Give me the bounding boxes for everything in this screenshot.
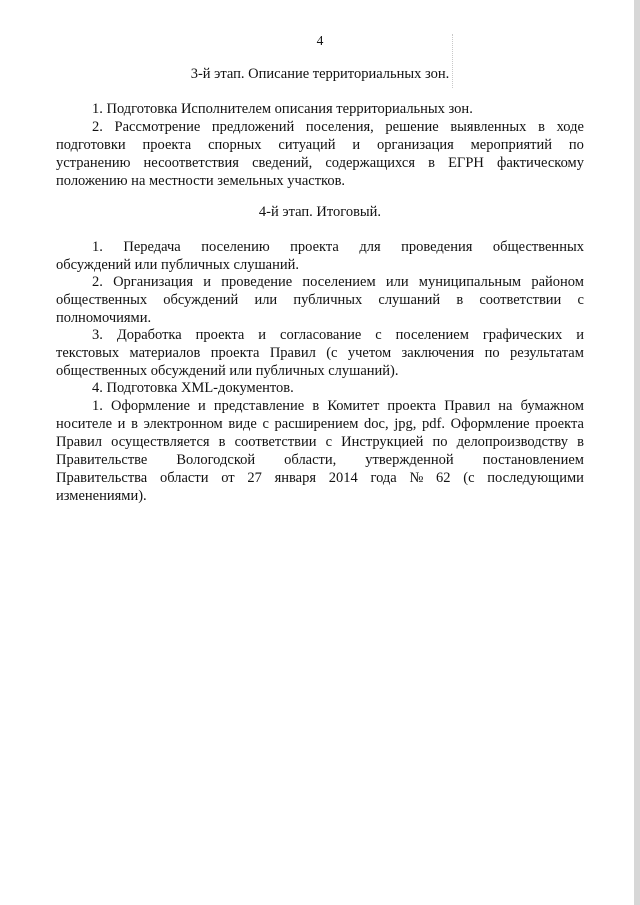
word: на	[498, 398, 513, 414]
word: Инструкцией	[341, 434, 424, 450]
word: проведение	[221, 274, 293, 290]
word: утвержденной	[365, 452, 454, 468]
word: материалов	[129, 345, 201, 361]
word: содержащихся	[325, 155, 415, 171]
word: решение	[385, 119, 439, 135]
word: результатам	[510, 345, 584, 361]
word: с	[325, 434, 333, 450]
word: Доработка	[116, 327, 182, 343]
word: выявленных	[450, 119, 527, 135]
word: и	[576, 327, 584, 343]
stage4-item5-line5	[56, 469, 584, 487]
word: подготовки	[56, 137, 126, 153]
stage3-heading: 3-й этап. Описание территориальных зон.	[190, 66, 450, 82]
word: или	[385, 274, 409, 290]
word: в	[538, 119, 545, 135]
word: (с	[463, 470, 475, 486]
word: бумажном	[520, 398, 584, 414]
word: с	[577, 292, 584, 308]
word: 3.	[92, 327, 103, 343]
word: 2014	[328, 470, 358, 486]
word: в	[456, 292, 464, 308]
word: несоответствия	[143, 155, 239, 171]
stage4-item3-line2	[56, 344, 584, 362]
word: организация	[377, 137, 454, 153]
stage3-item2-line2	[56, 136, 584, 154]
word: и	[198, 398, 206, 414]
word: поселением	[395, 327, 469, 343]
word: соответствии	[479, 292, 562, 308]
stage4-item3-line3: общественных обсуждений или публичных слушаний).	[56, 363, 399, 379]
word: районом	[531, 274, 584, 290]
word: проекта	[535, 416, 584, 432]
word: в	[312, 398, 320, 414]
word: последующими	[487, 470, 584, 486]
word: Оформление	[450, 416, 530, 432]
word: ходе	[556, 119, 584, 135]
word: Комитет	[327, 398, 380, 414]
word: в	[428, 155, 435, 171]
word: ситуаций	[278, 137, 336, 153]
word: графических	[482, 327, 563, 343]
stage4-item3-line1	[92, 326, 584, 344]
word: 1.	[92, 239, 103, 255]
word: электронном	[143, 416, 223, 432]
word: публичных	[293, 292, 363, 308]
word: общественных	[492, 239, 584, 255]
stage4-item4: 4. Подготовка XML-документов.	[92, 380, 294, 396]
word: года	[370, 470, 397, 486]
word: представление	[213, 398, 305, 414]
word: 2.	[92, 119, 103, 135]
word: pdf.	[422, 416, 445, 432]
word: виде	[228, 416, 257, 432]
word: согласование	[280, 327, 362, 343]
word: поселением	[302, 274, 376, 290]
word: сведений,	[252, 155, 313, 171]
word: общественных	[56, 292, 148, 308]
word: по	[568, 137, 584, 153]
stage4-item2-line2	[56, 291, 584, 309]
word: 62	[436, 470, 451, 486]
word: носителе	[56, 416, 113, 432]
stage4-item5-line6: изменениями).	[56, 488, 147, 504]
stage4-item1-line1	[92, 238, 584, 256]
word: текстовых	[56, 345, 120, 361]
word: Организация	[113, 274, 194, 290]
stage4-item5-line4	[56, 451, 584, 469]
scan-edge-shadow	[634, 0, 640, 905]
word: (с	[326, 345, 338, 361]
stage3-item2-line3	[56, 154, 584, 172]
word: заключения	[401, 345, 475, 361]
word: постановлением	[482, 452, 584, 468]
word: и	[352, 137, 361, 153]
stage4-heading: 4-й этап. Итоговый.	[258, 204, 382, 220]
word: с	[262, 416, 269, 432]
word: в	[577, 434, 584, 450]
stage4-item1-line2: обсуждений или публичных слушаний.	[56, 257, 299, 273]
word: 2.	[92, 274, 103, 290]
word: или	[254, 292, 278, 308]
word: января	[274, 470, 317, 486]
word: doc,	[364, 416, 389, 432]
word: Правительстве	[56, 452, 148, 468]
page-number: 4	[316, 33, 324, 48]
word: области,	[284, 452, 337, 468]
word: в	[131, 416, 138, 432]
word: 27	[247, 470, 262, 486]
word: Правительства	[56, 470, 148, 486]
word: jpg,	[394, 416, 417, 432]
word: муниципальным	[418, 274, 522, 290]
word: Правил	[269, 345, 316, 361]
stage3-item2-line1	[92, 118, 584, 136]
word: №	[409, 470, 424, 486]
word: Передача	[123, 239, 181, 255]
word: Правил	[56, 434, 102, 450]
word: Вологодской	[176, 452, 256, 468]
word: поселению	[201, 239, 270, 255]
word: Рассмотрение	[114, 119, 201, 135]
stage4-item2-line1	[92, 273, 584, 291]
word: осуществляется	[111, 434, 210, 450]
stage4-item2-line3: полномочиями.	[56, 310, 152, 326]
word: ЕГРН	[448, 155, 484, 171]
word: проекта	[142, 137, 192, 153]
stage3-item2-line4: положению на местности земельных участков.	[56, 173, 346, 189]
word: обсуждений	[163, 292, 239, 308]
word: учетом	[347, 345, 392, 361]
word: Правил	[444, 398, 491, 414]
stage4-item5-line2	[56, 415, 584, 433]
word: от	[221, 470, 235, 486]
word: устранению	[56, 155, 131, 171]
word: и	[258, 327, 267, 343]
word: области	[159, 470, 209, 486]
word: проекта	[290, 239, 339, 255]
stage3-item1: 1. Подготовка Исполнителем описания территориальных зон.	[92, 101, 473, 117]
word: и	[117, 416, 126, 432]
word: слушаний	[378, 292, 441, 308]
word: для	[359, 239, 381, 255]
word: фактическому	[496, 155, 584, 171]
word: в	[218, 434, 226, 450]
word: проекта	[210, 345, 260, 361]
word: поселения,	[305, 119, 374, 135]
word: соответствии	[234, 434, 317, 450]
word: проекта	[387, 398, 437, 414]
word: и	[203, 274, 211, 290]
word: 1.	[92, 398, 103, 414]
stage4-item5-line3	[56, 433, 584, 451]
word: по	[484, 345, 500, 361]
word: предложений	[211, 119, 295, 135]
word: спорных	[208, 137, 262, 153]
word: делопроизводству	[456, 434, 569, 450]
word: проведения	[401, 239, 473, 255]
word: по	[432, 434, 448, 450]
word: мероприятий	[470, 137, 553, 153]
stage4-item5-line1	[92, 397, 584, 415]
word: с	[375, 327, 382, 343]
word: расширением	[274, 416, 359, 432]
word: проекта	[195, 327, 245, 343]
word: Оформление	[110, 398, 190, 414]
